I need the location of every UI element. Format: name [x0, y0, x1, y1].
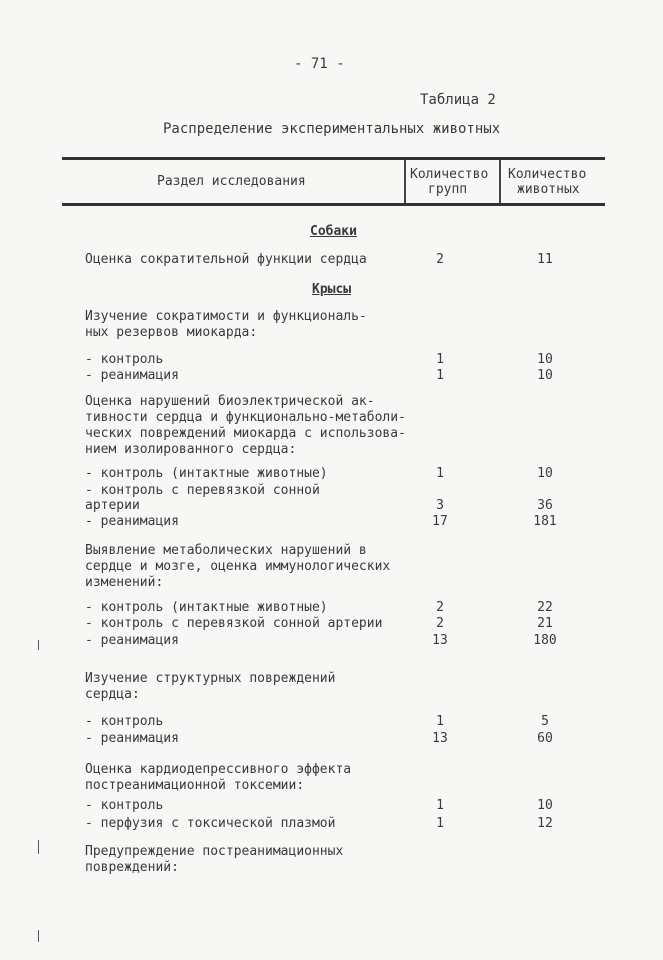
section-title: нием изолированного сердца: [85, 442, 297, 457]
section-title: тивности сердца и функционально-метаболи- [85, 410, 406, 425]
table-row-animals: 180 [533, 633, 557, 648]
section-title: Выявление метаболических нарушений в [85, 543, 367, 558]
table-row-groups: 13 [432, 731, 448, 746]
dogs-row-groups: 2 [436, 252, 444, 267]
section-title: повреждений: [85, 860, 179, 875]
section-title: изменений: [85, 575, 164, 590]
table-row-label: - контроль (интактные животные) [85, 466, 328, 481]
section-title: Изучение сократимости и функциональ- [85, 309, 367, 324]
header-top-rule [62, 157, 605, 160]
section-title: Оценка кардиодепрессивного эффекта [85, 762, 352, 777]
section-title: сердце и мозге, оценка иммунологических [85, 559, 391, 574]
column-separator-2 [499, 160, 501, 203]
table-row-animals: 60 [537, 731, 553, 746]
table-row-groups: 1 [436, 466, 444, 481]
table-row-groups: 1 [436, 816, 444, 831]
table-row-label: - контроль [85, 714, 164, 729]
table-row-label: - контроль [85, 798, 164, 813]
table-row-animals: 10 [537, 352, 553, 367]
table-row-animals: 10 [537, 466, 553, 481]
table-row-label: - контроль с перевязкой сонной [85, 483, 320, 498]
section-title: Предупреждение постреанимационных [85, 844, 344, 859]
table-row-label: - реанимация [85, 514, 179, 529]
page-number: - 71 - [294, 56, 345, 72]
table-row-groups: 1 [436, 352, 444, 367]
table-row-label: - перфузия с токсической плазмой [85, 816, 336, 831]
section-title: Изучение структурных повреждений [85, 671, 336, 686]
section-title: постреанимационной токсемии: [85, 778, 305, 793]
scan-artifact [38, 640, 39, 650]
table-row-groups: 1 [436, 714, 444, 729]
table-row-animals: 21 [537, 616, 553, 631]
table-label: Таблица 2 [420, 92, 496, 108]
scan-artifact [38, 840, 39, 854]
header-groups-line1: Количество [410, 167, 489, 182]
header-animals-line1: Количество [508, 167, 587, 182]
column-separator-1 [404, 160, 406, 203]
table-title: Распределение экспериментальных животных [163, 121, 501, 137]
table-row-groups: 1 [436, 798, 444, 813]
table-row-label: - реанимация [85, 633, 179, 648]
table-row-label: - контроль [85, 352, 164, 367]
table-row-animals: 10 [537, 798, 553, 813]
table-row-label: - контроль с перевязкой сонной артерии [85, 616, 383, 631]
table-row-groups: 1 [436, 368, 444, 383]
table-row-animals: 5 [541, 714, 549, 729]
table-row-groups: 2 [436, 616, 444, 631]
header-animals-line2: животных [517, 182, 580, 197]
table-row-animals: 36 [537, 498, 553, 513]
section-title: сердца: [85, 687, 140, 702]
dogs-row-label: Оценка сократительной функции сердца [85, 252, 367, 267]
table-row-animals: 12 [537, 816, 553, 831]
section-title: ных резервов миокарда: [85, 325, 258, 340]
table-row-label: - контроль (интактные животные) [85, 600, 328, 615]
table-row-groups: 2 [436, 600, 444, 615]
table-row-groups: 13 [432, 633, 448, 648]
header-section: Раздел исследования [157, 174, 306, 189]
table-row-animals: 181 [533, 514, 557, 529]
table-row-animals: 22 [537, 600, 553, 615]
header-bottom-rule [62, 203, 605, 206]
rats-heading: Крысы [312, 282, 352, 297]
table-row-groups: 17 [432, 514, 448, 529]
section-title: Оценка нарушений биоэлектрической ак- [85, 394, 375, 409]
dogs-row-animals: 11 [537, 252, 553, 267]
scan-artifact [38, 930, 39, 942]
table-row-label: - реанимация [85, 731, 179, 746]
section-title: ческих повреждений миокарда с использова- [85, 426, 406, 441]
table-row-label: - реанимация [85, 368, 179, 383]
table-row-label: артерии [85, 498, 140, 513]
dogs-heading: Собаки [310, 224, 357, 239]
table-row-groups: 3 [436, 498, 444, 513]
table-row-animals: 10 [537, 368, 553, 383]
header-groups-line2: групп [428, 182, 468, 197]
